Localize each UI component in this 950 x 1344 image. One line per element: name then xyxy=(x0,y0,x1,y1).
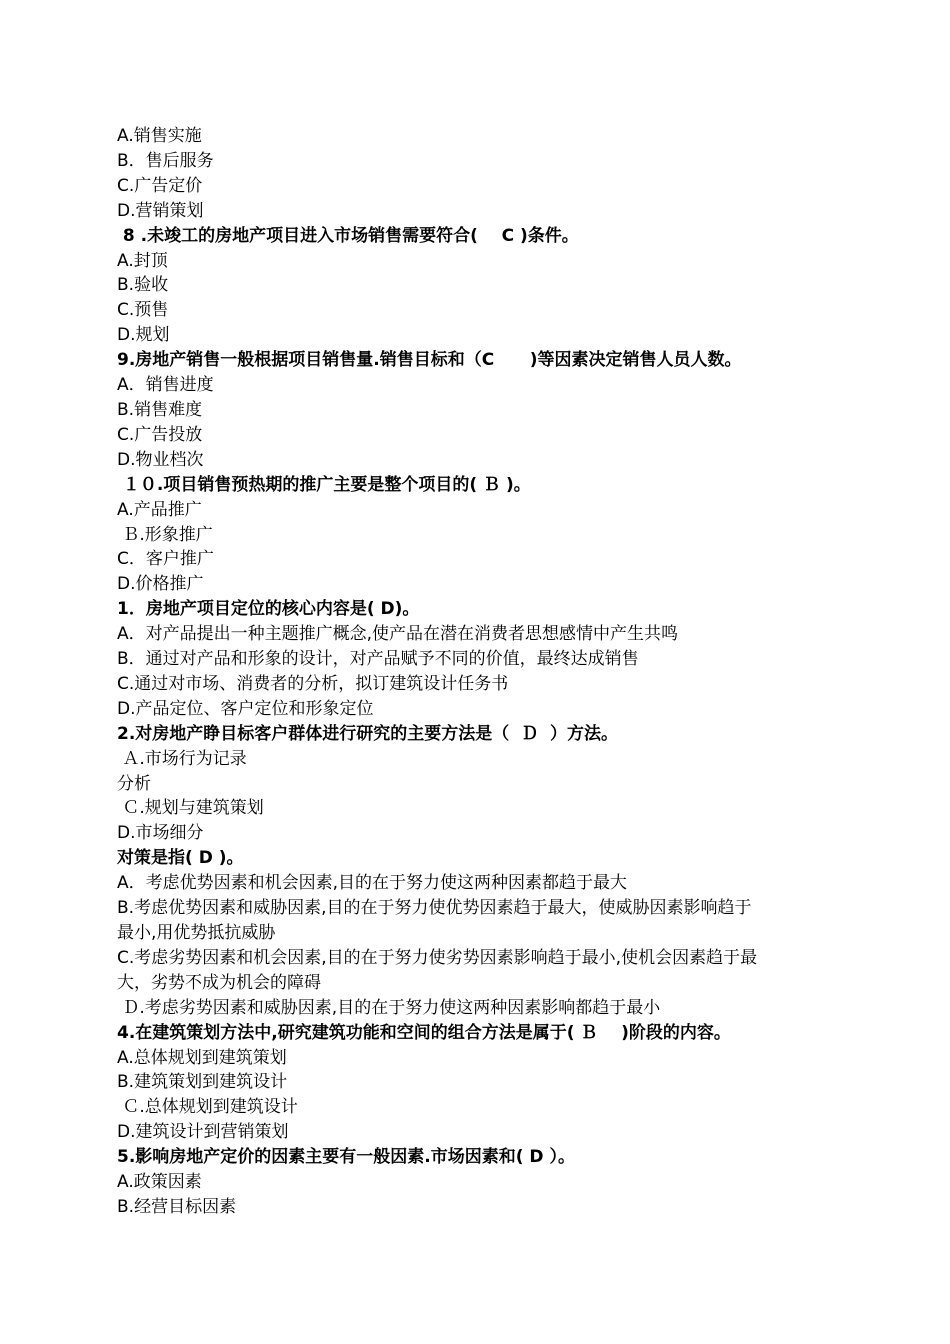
option-line: B．通过对产品和形象的设计，对产品赋予不同的价值，最终达成销售 xyxy=(117,649,639,670)
option-line: A.产品推广 xyxy=(117,499,202,520)
option-line: C.广告定价 xyxy=(117,175,203,196)
option-line: D.建筑设计到营销策划 xyxy=(117,1122,289,1143)
option-line: D.规划 xyxy=(117,325,170,346)
question-line: 4.在建筑策划方法中,研究建筑功能和空间的组合方法是属于( Ｂ )阶段的内容。 xyxy=(117,1022,731,1043)
option-line: C.考虑劣势因素和机会因素,目的在于努力使劣势因素影响趋于最小,使机会因素趋于最 xyxy=(117,947,758,968)
option-line: Ａ.市场行为记录 xyxy=(117,748,247,769)
option-line: 大，劣势不成为机会的障碍 xyxy=(117,972,321,993)
option-line: Ｂ.形象推广 xyxy=(117,524,213,545)
question-line: 2.对房地产睁目标客户群体进行研究的主要方法是（ Ｄ ）方法。 xyxy=(117,723,618,744)
option-line: B.考虑优势因素和威胁因素,目的在于努力使优势因素趋于最大，使威胁因素影响趋于 xyxy=(117,898,752,919)
option-line: D.市场细分 xyxy=(117,823,204,844)
option-line: B．售后服务 xyxy=(117,150,214,171)
option-line: C.广告投放 xyxy=(117,424,203,445)
option-line: Ｃ.总体规划到建筑设计 xyxy=(117,1097,298,1118)
option-line: 最小,用优势抵抗威胁 xyxy=(117,923,276,943)
question-line: 5.影响房地产定价的因素主要有一般因素.市场因素和( D ）。 xyxy=(117,1147,575,1168)
question-line: 8 .未竣工的房地产项目进入市场销售需要符合( C )条件。 xyxy=(117,225,579,246)
question-line: １０.项目销售预热期的推广主要是整个项目的( Ｂ )。 xyxy=(117,474,531,495)
option-line: B.销售难度 xyxy=(117,399,203,420)
option-line: D.营销策划 xyxy=(117,200,204,221)
option-line: B.建筑策划到建筑设计 xyxy=(117,1072,288,1093)
option-line: C．客户推广 xyxy=(117,549,214,570)
option-line: A.销售实施 xyxy=(117,126,202,146)
question-line: 9.房地产销售一般根据项目销售量.销售目标和（C )等因素决定销售人员人数。 xyxy=(117,350,742,371)
option-line: A．销售进度 xyxy=(117,375,214,396)
question-line: 1．房地产项目定位的核心内容是( D)。 xyxy=(117,599,420,620)
option-line: Ｄ.考虑劣势因素和威胁因素,目的在于努力使这两种因素影响都趋于最小 xyxy=(117,997,661,1018)
option-line: A.封顶 xyxy=(117,250,168,271)
option-line: A．对产品提出一种主题推广概念,使产品在潜在消费者思想感情中产生共鸣 xyxy=(117,624,679,645)
option-line: B.经营目标因素 xyxy=(117,1196,237,1217)
option-line: D.物业档次 xyxy=(117,449,204,470)
option-line: Ｃ.规划与建筑策划 xyxy=(117,798,264,819)
question-line: 对策是指( D )。 xyxy=(117,848,244,869)
option-line: C.通过对市场、消费者的分析，拟订建筑设计任务书 xyxy=(117,673,509,694)
option-line: 分析 xyxy=(117,773,151,794)
option-line: B.验收 xyxy=(117,275,169,296)
option-line: C.预售 xyxy=(117,300,169,321)
option-line: A.总体规划到建筑策划 xyxy=(117,1047,287,1068)
option-line: D.产品定位、客户定位和形象定位 xyxy=(117,698,374,719)
option-line: D.价格推广 xyxy=(117,574,204,595)
option-line: A.政策因素 xyxy=(117,1172,202,1193)
option-line: A．考虑优势因素和机会因素,目的在于努力使这两种因素都趋于最大 xyxy=(117,873,628,894)
